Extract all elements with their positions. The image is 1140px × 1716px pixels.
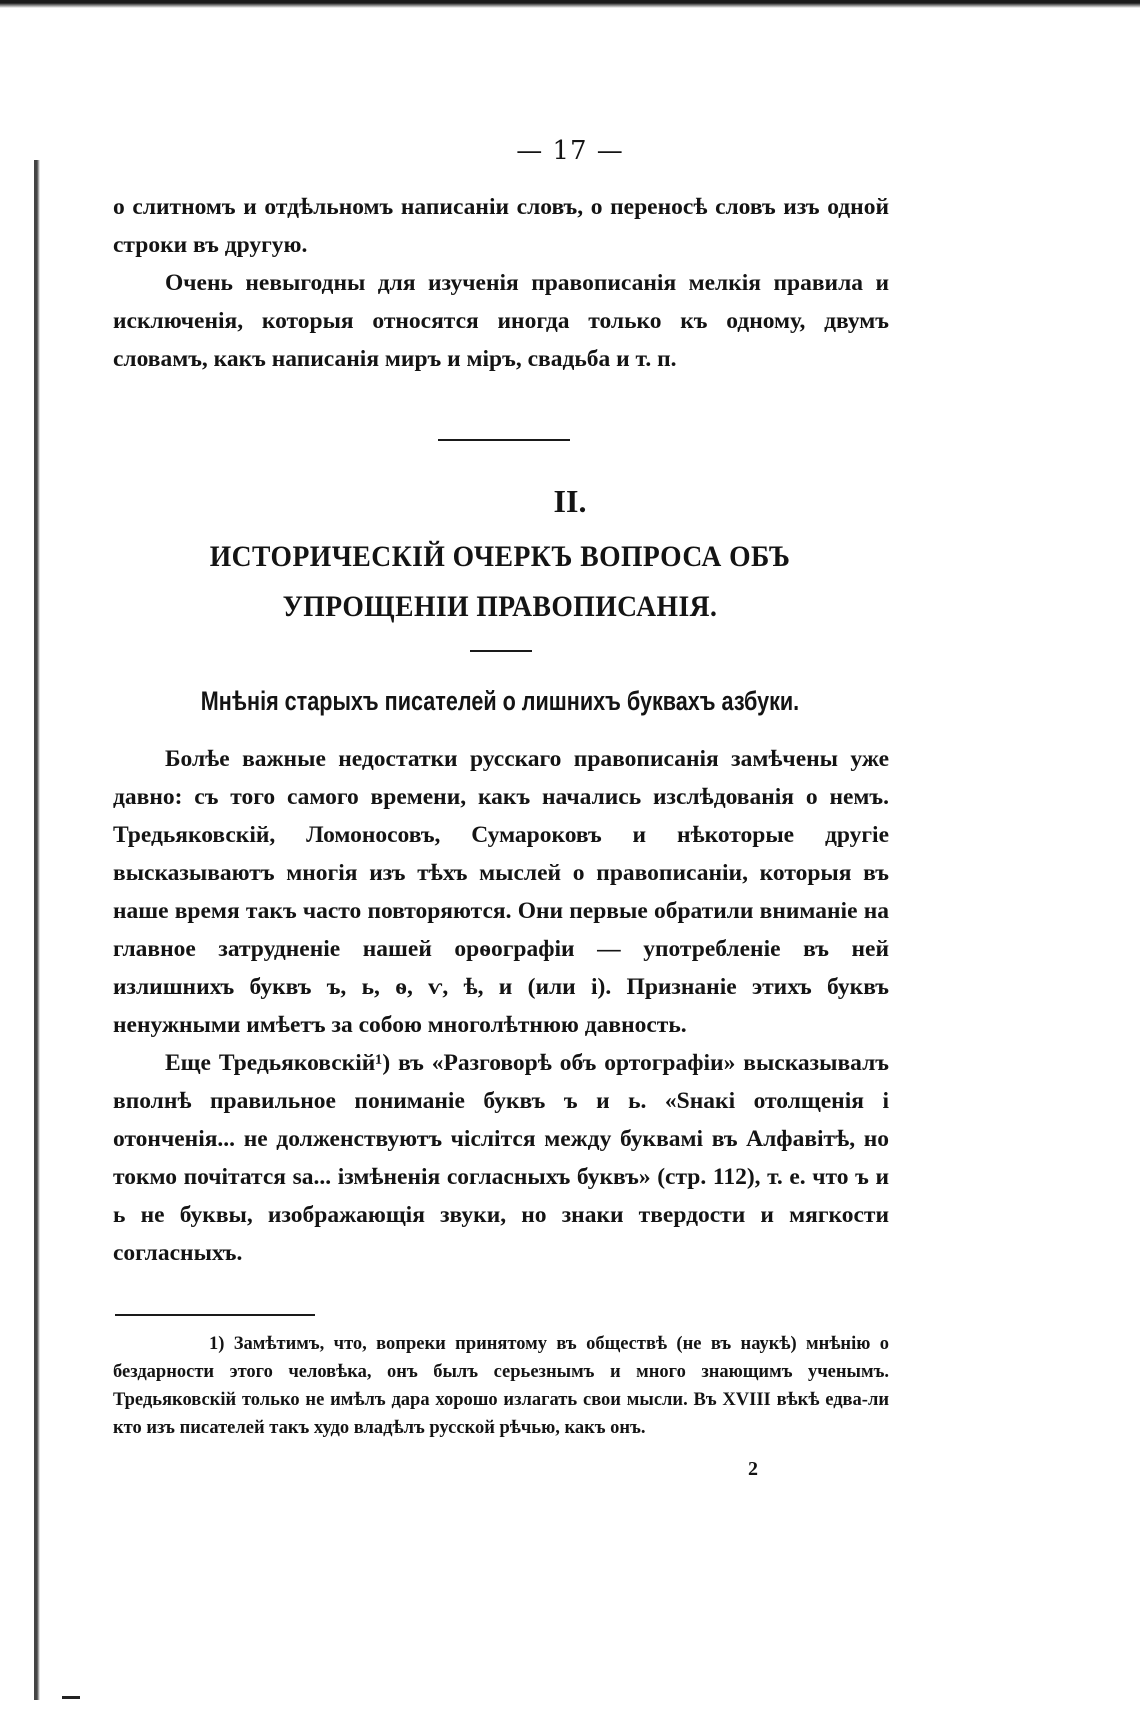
section-number: II. bbox=[553, 483, 587, 519]
footnote-text: 1) Замѣтимъ, что, вопреки принятому въ обществѣ (не въ наукѣ) мнѣнію о бездарности этого человѣка, онъ былъ серьезнымъ и много знающимъ ученымъ. Тредьяковскій только не имѣлъ дара хорошо излагать свои мысли. Въ XVIII вѣкѣ едва-ли кто изъ писателей такъ худо владѣлъ русской рѣчью, какъ онъ. bbox=[113, 1334, 889, 1438]
body-paragraph-2: Еще Тредьяковскій¹) въ «Разговорѣ объ ортографіи» высказывалъ вполнѣ правильное пониманіе буквъ ъ и ь. «Ѕнакі отолщенія і отонченія... не долженствуютъ чіслітся между буквамі въ Алфавітѣ, но токмо почітатся ѕа... ізмѣненія согласныхъ буквъ» (стр. 112), т. е. что ъ и ь не буквы, изображающія звуки, но знаки твердости и мягкости согласныхъ. bbox=[113, 1050, 889, 1266]
intro-block bbox=[113, 188, 889, 378]
footnote-block bbox=[113, 1330, 889, 1442]
printer-signature: 2 bbox=[748, 1458, 758, 1480]
page-number: — 17 — bbox=[516, 136, 624, 166]
scan-bottom-mark bbox=[62, 1696, 80, 1699]
body-paragraph-1: Болѣе важные недостатки русскаго правописанія замѣчены уже давно: съ того самого времени, какъ начались изслѣдованія о немъ. Тредьяковскій, Ломоносовъ, Сумароковъ и нѣкоторые другіе высказываютъ многія изъ тѣхъ мыслей о правописаніи, которыя въ наше время такъ часто повторяются. Они первые обратили вниманіе на главное затрудненіе нашей орѳографіи — употребленіе въ ней излишнихъ буквъ ъ, ь, ѳ, ѵ, ѣ, и (или і). Признаніе этихъ буквъ ненужными имѣетъ за собою многолѣтнюю давность. bbox=[113, 746, 889, 1038]
footnote-rule bbox=[115, 1314, 315, 1316]
subsection-title: Мнѣнія старыхъ писателей о лишнихъ буквахъ азбуки. bbox=[200, 686, 800, 716]
scan-top-edge bbox=[0, 0, 1140, 8]
intro-paragraph-1: о слитномъ и отдѣльномъ написаніи словъ, о переносѣ словъ изъ одной строки въ другую. bbox=[113, 194, 889, 258]
body-block bbox=[113, 740, 889, 1272]
section-divider-bottom bbox=[470, 650, 532, 652]
scan-left-edge bbox=[34, 160, 40, 1700]
section-title: ИСТОРИЧЕСКІЙ ОЧЕРКЪ ВОПРОСА ОБЪ УПРОЩЕНІИ ПРАВОПИСАНІЯ. bbox=[209, 540, 791, 623]
intro-paragraph-2: Очень невыгодны для изученія правописанія мелкія правила и исключенія, которыя относятся иногда только къ одному, двумъ словамъ, какъ написанія миръ и міръ, свадьба и т. п. bbox=[113, 270, 889, 372]
section-divider-top bbox=[438, 439, 570, 441]
